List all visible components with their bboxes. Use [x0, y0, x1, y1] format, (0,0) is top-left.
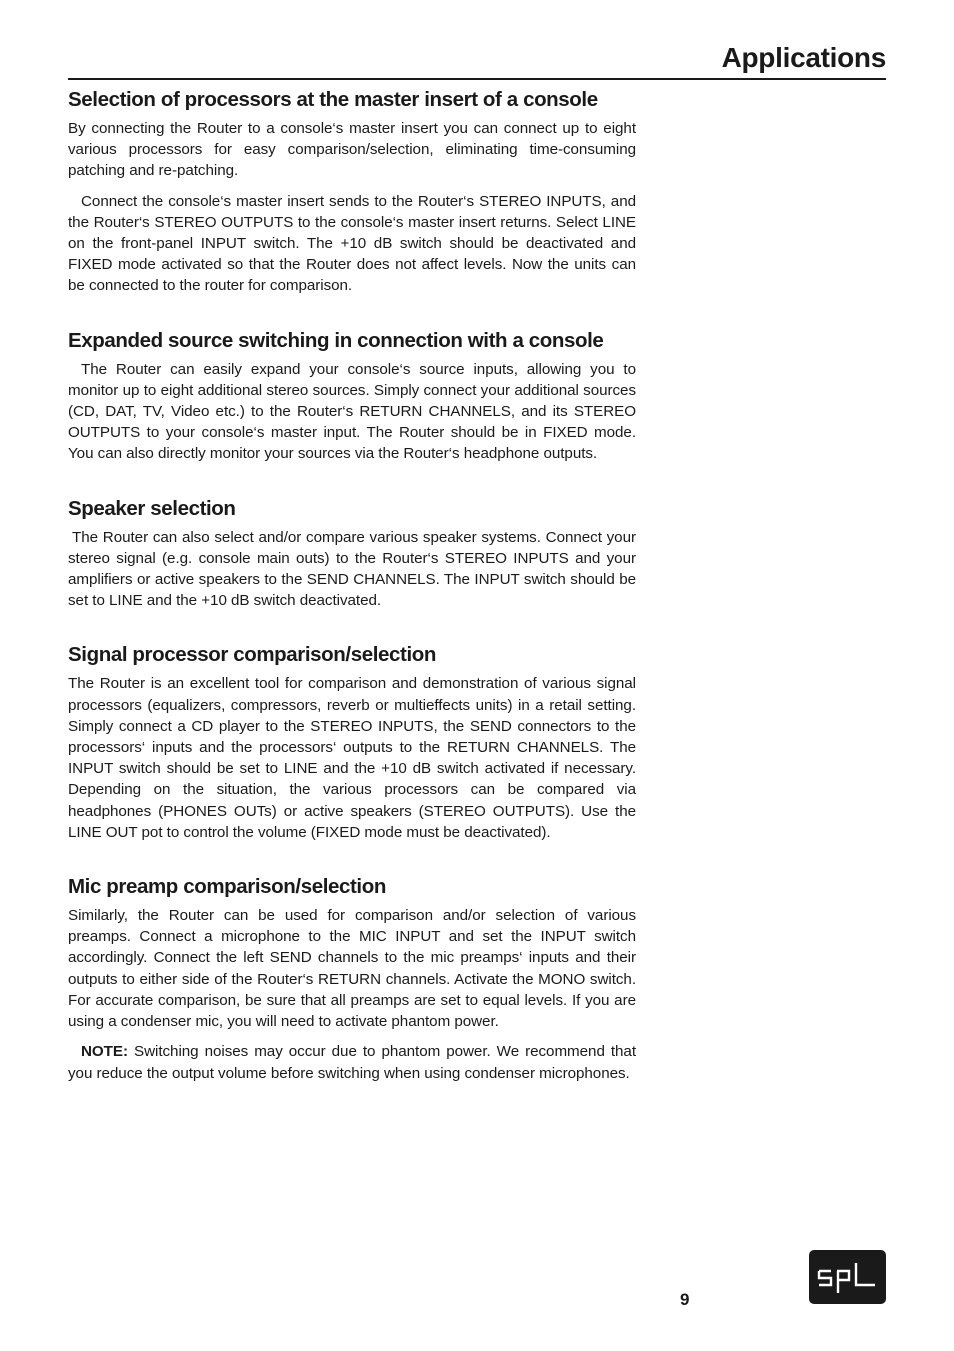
page-number: 9	[680, 1290, 690, 1309]
note-label: NOTE:	[81, 1043, 128, 1061]
page-title: Applications	[721, 42, 886, 73]
note-paragraph	[68, 1041, 636, 1083]
paragraph: The Router can also select and/or compare various speaker systems. Connect your stereo signal (e.g. console main outs) to the Router‘s STEREO INPUTS and your amplifiers or active speakers to the SEND CHANNELS. The INPUT switch should be set to LINE and the +10 dB switch deactivated.	[68, 528, 636, 610]
section-heading: Expanded source switching in connection with a console	[68, 328, 604, 352]
section-heading: Signal processor comparison/selection	[68, 643, 436, 667]
page-header	[68, 38, 886, 80]
section-speaker-selection	[68, 495, 636, 612]
main-content	[68, 86, 636, 1084]
spl-logo-icon	[809, 1250, 886, 1304]
paragraph: Similarly, the Router can be used for comparison and/or selection of various preamps. Connect a microphone to the MIC INPUT and set the INPUT switch accordingly. Connect the left SEND channels to the mic preamps‘ inputs and their outputs to either side of the Router‘s RETURN channels. Activate the MONO switch. For accurate comparison, be sure that all preamps are set to equal levels. If you are using a condenser mic, you will need to activate phantom power.	[68, 907, 636, 1031]
paragraph: Connect the console‘s master insert sends to the Router‘s STEREO INPUTS, and the Router‘s STEREO OUTPUTS to the console‘s master insert returns. Select LINE on the front-panel INPUT switch. The +10 dB switch should be deactivated and FIXED mode activated so that the Router does not affect levels. Now the units can be connected to the router for comparison.	[68, 192, 636, 295]
note-text: Switching noises may occur due to phantom power. We recommend that you reduce the output volume before switching when using condenser microphones.	[68, 1043, 636, 1082]
section-signal-processor	[68, 641, 636, 843]
section-heading: Speaker selection	[68, 496, 236, 520]
section-master-insert	[68, 86, 636, 297]
paragraph: The Router can easily expand your console‘s source inputs, allowing you to monitor up to eight additional stereo sources. Simply connect your additional sources (CD, DAT, TV, Video etc.) to the Router‘s RETURN CHANNELS, and its STEREO OUTPUTS to your console‘s master input. The Router should be in FIXED mode. You can also directly monitor your sources via the Router‘s headphone outputs.	[68, 360, 636, 463]
paragraph: The Router is an excellent tool for comparison and demonstration of various signal processors (equalizers, compressors, reverb or multieffects units) in a retail setting. Simply connect a CD player to the STEREO INPUTS, the SEND connectors to the processors‘ inputs and the processors‘ outputs to the RETURN CHANNELS. The INPUT switch should be set to LINE and the +10 dB switch activated if necessary. Depending on the situation, the various processors can be compared via headphones (PHONES OUTs) or active speakers (STEREO OUTPUTS). Use the LINE OUT pot to control the volume (FIXED mode must be deactivated).	[68, 675, 636, 841]
section-mic-preamp	[68, 873, 636, 1084]
section-heading: Mic preamp comparison/selection	[68, 875, 386, 899]
section-heading: Selection of processors at the master insert of a console	[68, 88, 598, 111]
paragraph: By connecting the Router to a console‘s master insert you can connect up to eight various processors for easy comparison/selection, eliminating time-consuming patching and re-patching.	[68, 120, 636, 180]
section-source-switching	[68, 327, 636, 465]
